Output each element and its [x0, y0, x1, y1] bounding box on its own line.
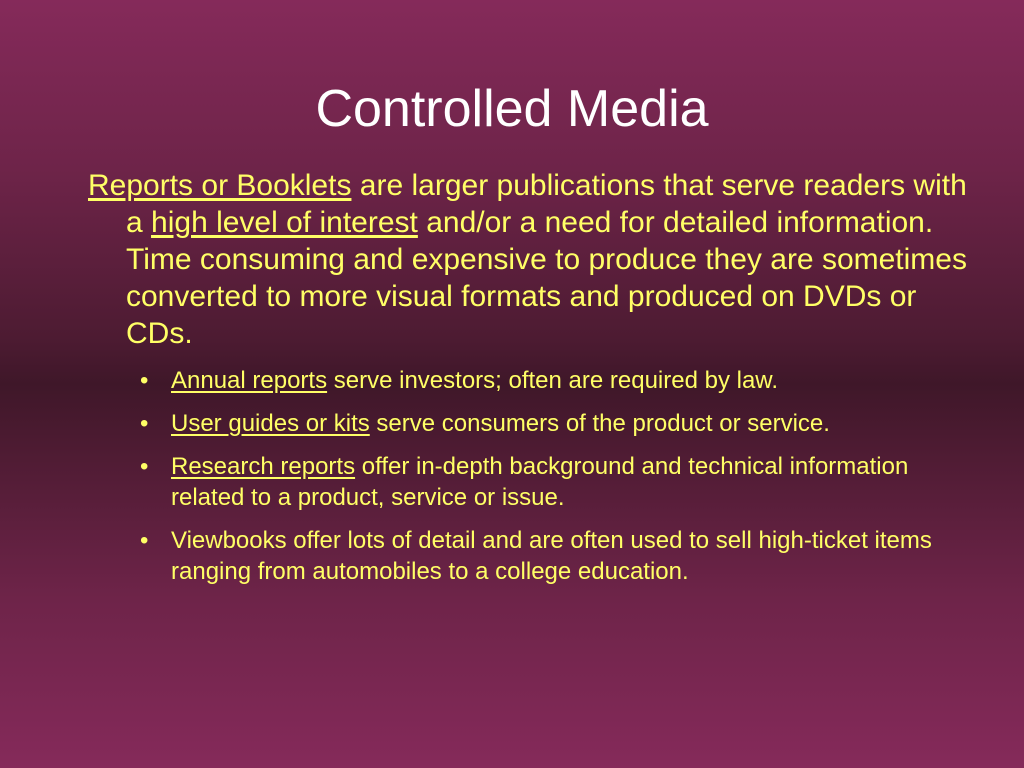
bullet-dot-icon: • — [140, 410, 149, 437]
bullet-dot-icon: • — [140, 367, 149, 394]
bullet-text: offer in-depth background and technical information related to a product, service or issue. — [171, 453, 909, 511]
bullet-text: serve consumers of the product or service. — [369, 410, 830, 437]
bullet-dot-icon: • — [140, 527, 149, 554]
bullet-term: Research reports — [171, 453, 356, 480]
bullet-item — [132, 365, 952, 396]
term-high-level-of-interest: high level of interest — [151, 206, 418, 239]
bullet-term: User guides or kits — [171, 410, 370, 437]
bullet-item — [132, 408, 952, 439]
paragraph-text-1: are larger publications that serve readers with a — [126, 169, 967, 239]
bullet-item — [132, 451, 952, 513]
bullet-text: Viewbooks offer lots of detail and are often used to sell high-ticket items ranging from automobiles to a college education. — [171, 527, 932, 585]
bullet-dot-icon: • — [140, 453, 149, 480]
term-reports-or-booklets: Reports or Booklets — [88, 169, 352, 202]
bullet-term: Annual reports — [171, 367, 328, 394]
bullet-text: serve investors; often are required by law. — [327, 367, 778, 394]
slide-title: Controlled Media — [315, 80, 709, 138]
bullet-list — [132, 365, 952, 599]
paragraph-text-2: and/or a need for detailed information. Time consuming and expensive to produce they are sometimes converted to more visual formats and produced on DVDs or CDs. — [126, 206, 967, 350]
bullet-item — [132, 525, 952, 587]
main-paragraph — [88, 167, 968, 352]
